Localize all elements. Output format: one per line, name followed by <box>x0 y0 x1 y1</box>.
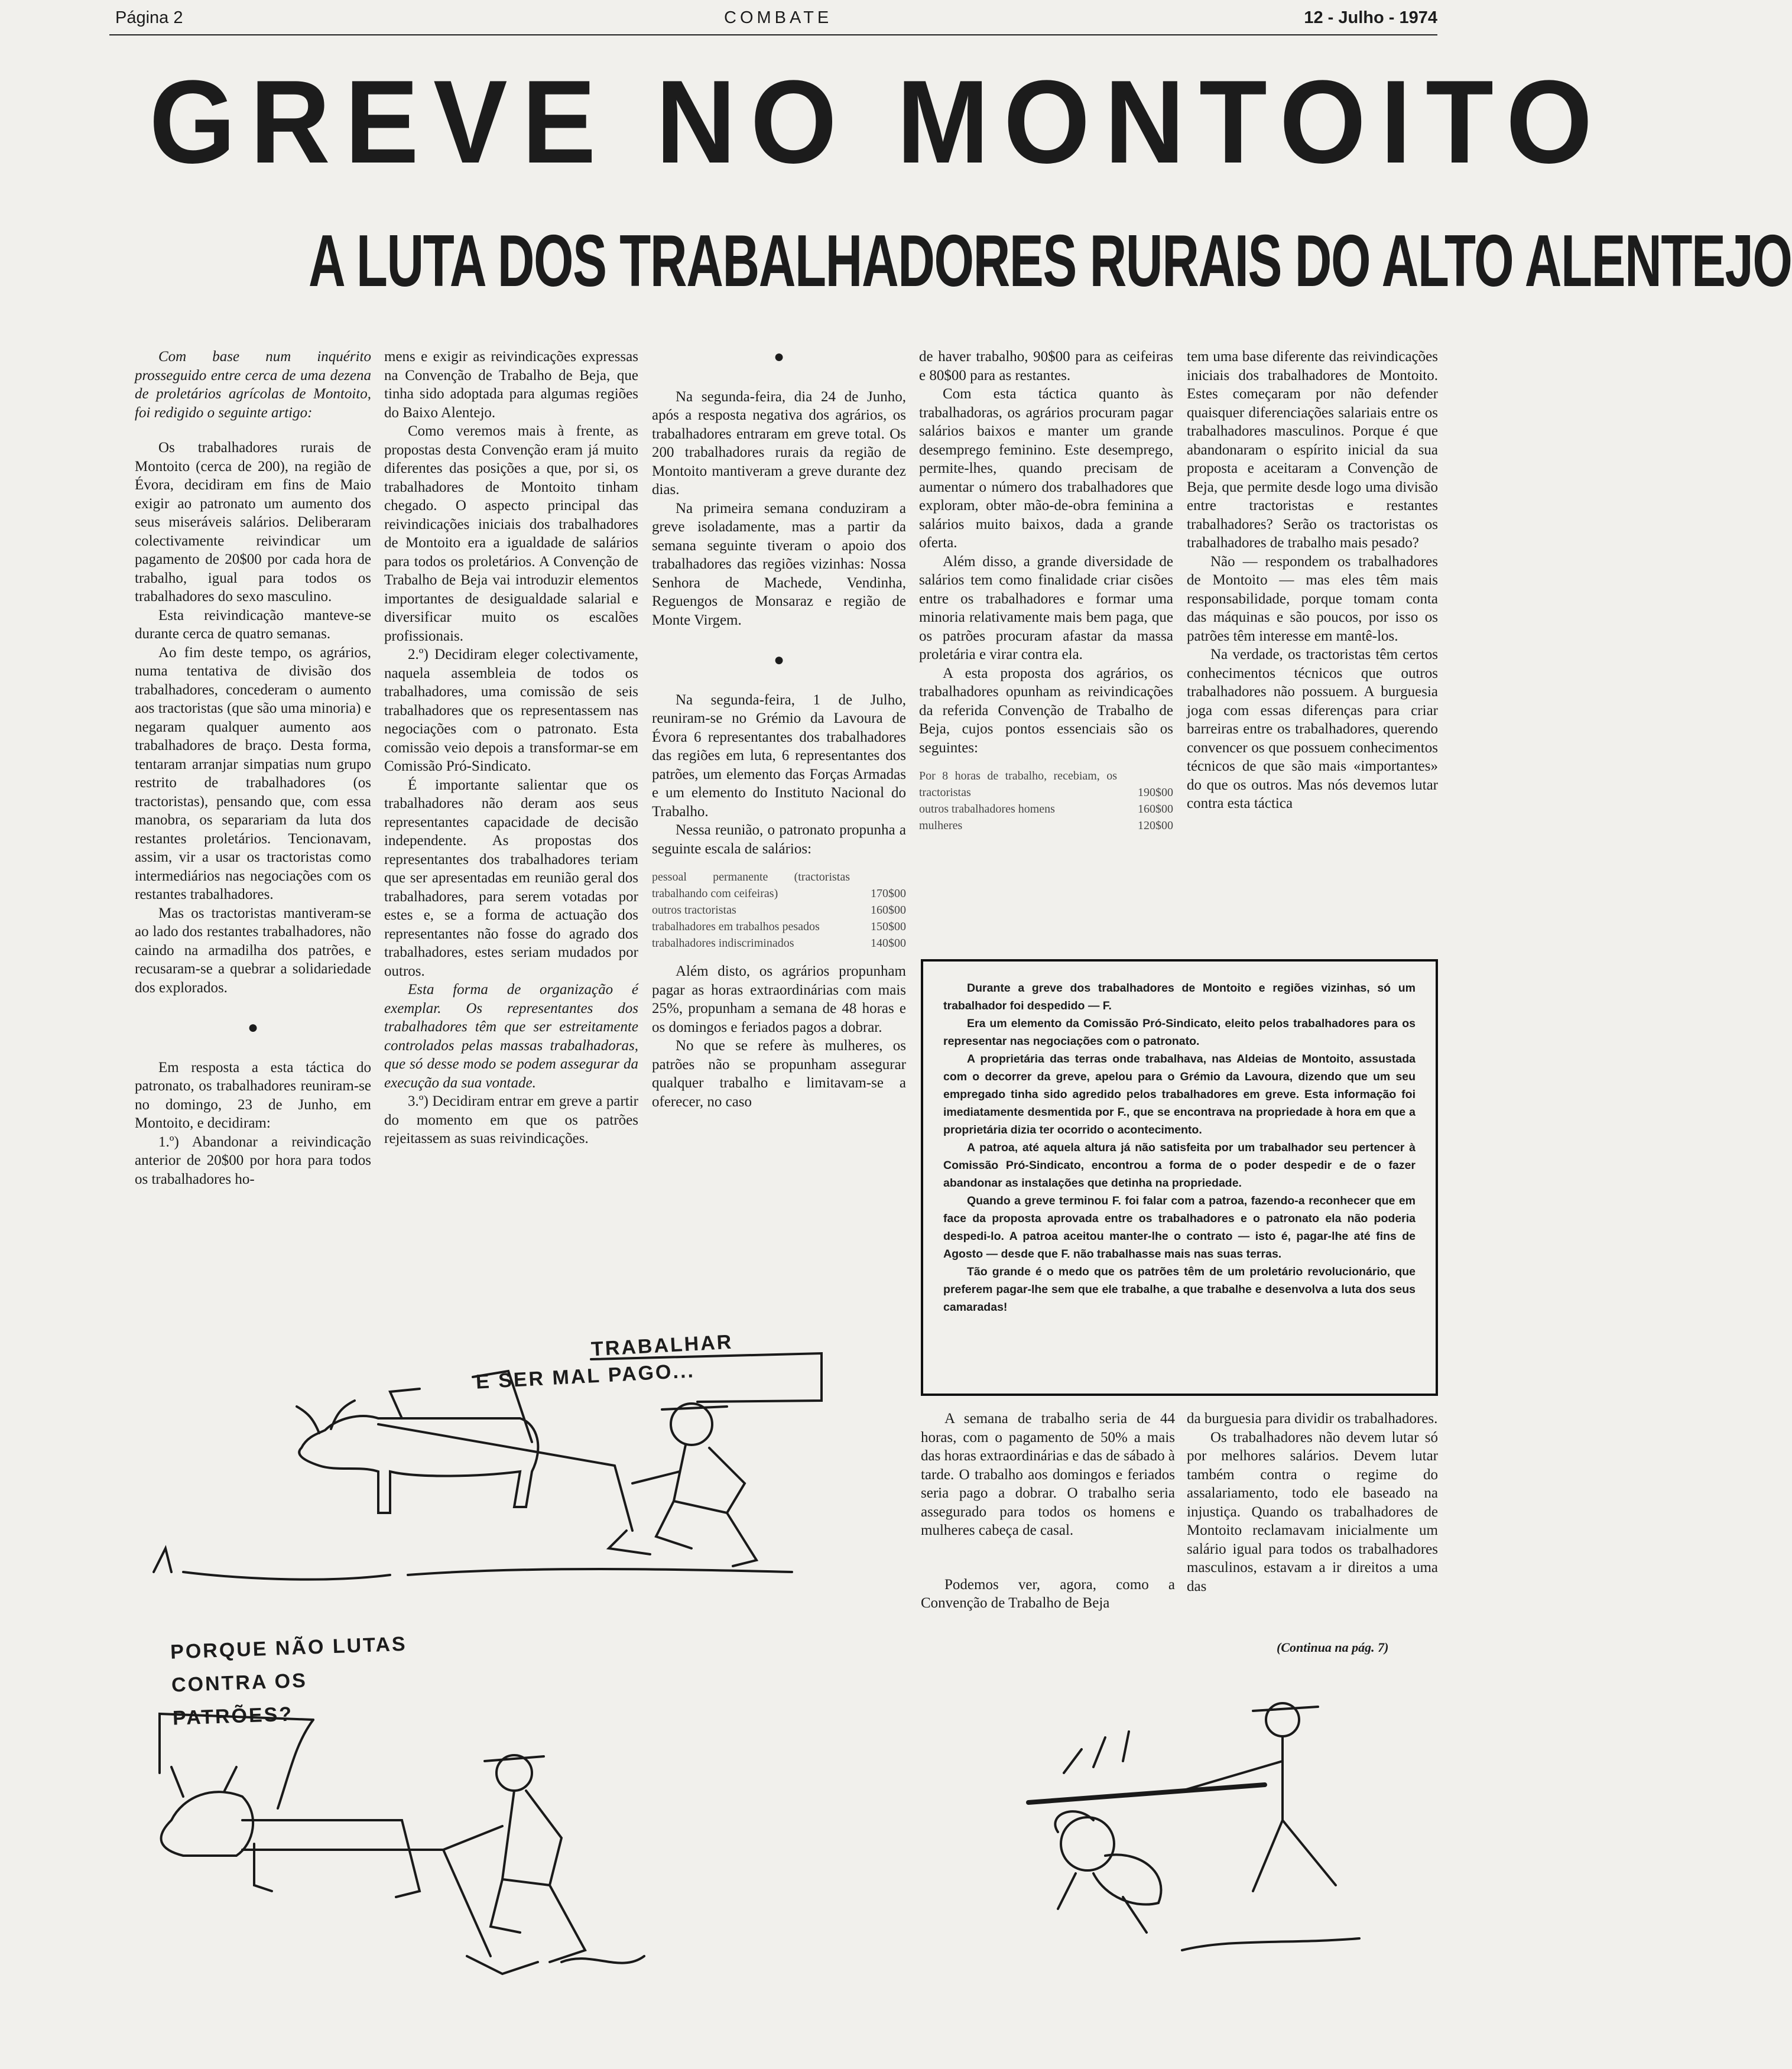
section-bullet <box>652 651 906 670</box>
box-paragraph: A proprietária das terras onde trabalhava, nas Aldeias de Montoito, assustada com o decorrer da greve, apelou para o Grémio da Lavoura, dizendo que um seu empregado tinha sido agredido pelos trabalhadores em greve. Esta informação foi imediatamente desmentida por F., que se encontrava na propriedade à hora em que a proprietária dizia ter ocorrido o acontecimento. <box>943 1053 1416 1136</box>
paragraph: Na primeira semana conduziram a greve isoladamente, mas a partir da semana seguinte tiveram o apoio dos trabalhadores das regiões vizinhas: Nossa Senhora de Machede, Vendinha, Reguengos de Monsaraz e região de Monte Virgem. <box>652 500 906 628</box>
paragraph: tem uma base diferente das reivindicações iniciais dos trabalhadores de Montoito. Estes começaram por não defender quaisquer diferenciações salariais entre os trabalhadores masculinos. Porque é que abandonaram o espírito inicial da sua proposta e aceitaram a Convenção de Beja, que permite desde logo uma divisão entre tractoristas e restantes trabalhadores? Serão os tractoristas os trabalhadores de trabalho mais pesado? <box>1187 349 1438 551</box>
paragraph: 2.º) Decidiram eleger colectivamente, naquela assembleia de todos os trabalhadores, uma comissão de seis trabalhadores que os representassem nas negociações com o patronato. Esta comissão veio depois a transformar-se em Comissão Pró-Sindicato. <box>384 647 638 774</box>
paragraph: 1.º) Abandonar a reivindicação anterior de 20$00 por hora para todos os trabalhadores ho- <box>135 1133 371 1187</box>
paragraph: Os trabalhadores não devem lutar só por melhores salários. Devem lutar também contra o regime do assalariamento, todo ele baseado na injustiça. Quando os trabalhadores de Montoito reclamavam inicialmente um salário igual para todos os trabalhadores masculinos, estavam a ir direitos a uma das <box>1187 1429 1438 1594</box>
paragraph: A esta proposta dos agrários, os trabalhadores opunham as reivindicações da referida Convenção de Trabalho de Beja, cujos pontos essenciais são os seguintes: <box>919 665 1173 756</box>
ox-question-cartoon <box>136 1702 668 2033</box>
paragraph: Além disso, a grande diversidade de salários tem como finalidade criar cisões entre os trabalhadores e formar uma minoria relativamente mais bem paga, que os patrões procuram afastar da massa proletária e virar contra ela. <box>919 553 1173 662</box>
box-paragraph: Quando a greve terminou F. foi falar com a patroa, fazendo-a reconhecer que em face da proposta aprovada entre os trabalhadores e o patronato ela não poderia despedi-lo. A patroa aceitou manter-lhe o contrato — isto é, pagar-lhe até fins de Agosto — desde que F. não trabalhasse mais nas suas terras. <box>943 1194 1416 1261</box>
box-paragraph: Durante a greve dos trabalhadores de Montoito e regiões vizinhas, só um trabalhador foi despedido — F. <box>943 982 1416 1012</box>
article-column-6 <box>921 1409 1175 1613</box>
newspaper-name: COMBATE <box>724 8 833 27</box>
paragraph: Os trabalhadores rurais de Montoito (cerca de 200), na região de Évora, decidiram em fins de Maio exigir ao patronato um aumento dos seus miseráveis salários. Deliberaram colectivamente reivindicar um pagamento de 20$00 por cada hora de trabalho, igual para todos os trabalhadores do sexo masculino. <box>135 440 371 605</box>
box-paragraph: A patroa, até aquela altura já não satisfeita por um trabalhador seu pertencer à Comissão Pró-Sindicato, encontrou a forma de o poder despedir e de o fazer abandonar as instalações que detinha na propriedade. <box>943 1141 1416 1190</box>
paragraph: Além disto, os agrários propunham pagar as horas extraordinárias com mais 25%, propunham a semana de 48 horas e os domingos e feriados pagos a dobrar. <box>652 963 906 1035</box>
section-bullet <box>135 1018 371 1037</box>
article-column-5 <box>1187 347 1438 813</box>
cartoon-caption-trabalhar: TRABALHAR <box>590 1330 734 1361</box>
page-number: Página 2 <box>115 8 183 27</box>
paragraph: Com esta táctica quanto às trabalhadoras, os agrários procuram pagar salários baixos e manter um grande desemprego feminino. Este desemprego, permite-lhes, quando precisam de aumentar o número dos trabalhadores que exploram, obter mão-de-obra feminina a salários muito baixos, dada a grande oferta. <box>919 386 1173 551</box>
paragraph: A semana de trabalho seria de 44 horas, com o pagamento de 50% a mais das horas extraordinárias e das de sábado à tarde. O trabalho aos domingos e feriados seria pago a dobrar. O trabalho seria assegurado para todos os homens e mulheres cabeça de casal. <box>921 1411 1175 1538</box>
table-row: outros tractoristas 160$00 <box>652 904 906 917</box>
paragraph: Esta reivindicação manteve-se durante cerca de quatro semanas. <box>135 607 371 642</box>
table-row: pessoal permanente (tractoristas trabalhando com ceifeiras) 170$00 <box>652 871 906 900</box>
paragraph: Nessa reunião, o patronato propunha a seguinte escala de salários: <box>652 822 906 857</box>
article-column-1 <box>135 347 371 1188</box>
article-column-7 <box>1187 1409 1438 1596</box>
sidebar-box-dismissal <box>921 959 1438 1396</box>
continuation-note: (Continua na pág. 7) <box>1277 1640 1389 1655</box>
subheadline: A LUTA DOS TRABALHADORES RURAIS DO ALTO ALENTEJO <box>309 220 1792 302</box>
paragraph: Podemos ver, agora, como a Convenção de Trabalho de Beja <box>921 1576 1175 1611</box>
paragraph-emphasis: Esta forma de organização é exemplar. Os representantes dos trabalhadores têm que ser estreitamente controlados pelas massas trabalhadoras, que só desse modo se podem assegurar da execução da sua vontade. <box>384 982 638 1091</box>
paragraph: É importante salientar que os trabalhadores não deram aos seus representantes capacidade de decisão independente. As propostas dos representantes dos trabalhadores teriam que ser apresentadas em reunião geral dos trabalhadores, para serem votadas por estes e, se a forma de actuação dos representantes não fosse do agrado dos trabalhadores, estes seriam mudados por outros. <box>384 777 638 979</box>
cartoon-caption-porque: PORQUE NÃO LUTAS CONTRA OS PATRÕES? <box>170 1632 408 1730</box>
issue-date: 12 - Julho - 1974 <box>1304 8 1437 27</box>
paragraph: No que se refere às mulheres, os patrões não se propunham assegurar qualquer trabalho e limitavam-se a oferecer, no caso <box>652 1038 906 1110</box>
table-row: mulheres 120$00 <box>919 819 1173 832</box>
table-row: trabalhadores em trabalhos pesados 150$00 <box>652 920 906 933</box>
paragraph: Ao fim deste tempo, os agrários, numa tentativa de divisão dos trabalhadores, concederam o aumento aos tractoristas (que são uma minoria) e negaram qualquer aumento aos trabalhadores de braço. Desta forma, tentaram arranjar simpatias num grupo restrito de trabalhadores (os tractoristas), pensando que, com essa manobra, os separariam da luta dos restantes proletários. Tencionavam, assim, vir a usar os tractoristas como intermediários nas negociações com os restantes trabalhadores. <box>135 644 371 902</box>
patronato-salary-table <box>652 869 906 951</box>
table-row: Por 8 horas de trabalho, recebiam, os tractoristas 190$00 <box>919 769 1173 799</box>
article-column-3 <box>652 347 906 1111</box>
paragraph: de haver trabalho, 90$00 para as ceifeiras e 80$00 para as restantes. <box>919 349 1173 384</box>
headline: GREVE NO MONTOITO <box>149 56 1607 188</box>
article-intro: Com base num inquérito prosseguido entre cerca de uma dezena de proletários agrícolas de Montoito, foi redigido o seguinte artigo: <box>135 349 371 421</box>
paragraph: Não — respondem os trabalhadores de Montoito — mas eles têm mais responsabilidade, porque tomam conta das máquinas e são poucos, por isso os patrões têm interesse em mantê-los. <box>1187 553 1438 644</box>
paragraph: Na verdade, os tractoristas têm certos conhecimentos técnicos que outros trabalhadores não possuem. A burguesia joga com essas diferenças para criar barreiras entre os trabalhadores, querendo convencer os que possuem conhecimentos técnicos de que são mais «importantes» do que os outros. Mas nós devemos lutar contra esta táctica <box>1187 647 1438 811</box>
box-paragraph: Tão grande é o medo que os patrões têm de um proletário revolucionário, que preferem pagar-lhe sem que ele trabalhe, a que trabalhe e desenvolva a luta dos seus camaradas! <box>943 1265 1416 1314</box>
beja-salary-table <box>919 768 1173 834</box>
paragraph: Em resposta a esta táctica do patronato, os trabalhadores reuniram-se no domingo, 23 de Junho, em Montoito, e decidiram: <box>135 1059 371 1131</box>
paragraph: mens e exigir as reivindicações expressas na Convenção de Trabalho de Beja, que tinha sido adoptada para algumas regiões do Baixo Alentejo. <box>384 349 638 421</box>
paragraph: Como veremos mais à frente, as propostas desta Convenção eram já muito diferentes das posições a que, por si, os trabalhadores de Montoito tinham chegado. O aspecto principal das reivindicações iniciais dos trabalhadores de Montoito era a igualdade de salários para todos os proletários. A Convenção de Trabalho de Beja vai introduzir elementos importantes de desigualdade salarial e diversificar muito os escalões profissionais. <box>384 423 638 644</box>
header-rule <box>109 34 1437 35</box>
box-paragraph: Era um elemento da Comissão Pró-Sindicato, eleito pelos trabalhadores para os representar nas negociações com o patronato. <box>943 1017 1416 1048</box>
paragraph: Na segunda-feira, dia 24 de Junho, após a resposta negativa dos agrários, os trabalhadores entraram em greve total. Os 200 trabalhadores rurais da região de Montoito mantiveram a greve durante dez dias. <box>652 388 906 498</box>
table-row: outros trabalhadores homens 160$00 <box>919 803 1173 816</box>
paragraph: 3.º) Decidiram entrar em greve a partir do momento em que os patrões rejeitassem as suas reivindicações. <box>384 1093 638 1146</box>
paragraph: da burguesia para dividir os trabalhadores. <box>1187 1411 1438 1427</box>
paragraph: Na segunda-feira, 1 de Julho, reuniram-se no Grémio da Lavoura de Évora 6 representantes dos trabalhadores das regiões em luta, 6 representantes dos patrões, um elemento das Forças Armadas e um elemento do Instituto Nacional do Trabalho. <box>652 691 906 820</box>
article-column-4 <box>919 347 1173 845</box>
table-row: trabalhadores indiscriminados 140$00 <box>652 937 906 950</box>
section-bullet <box>652 347 906 366</box>
paragraph: Mas os tractoristas mantiveram-se ao lado dos restantes trabalhadores, não caindo na armadilha dos patrões, e recusaram-se a quebrar a solidariedade dos explorados. <box>135 905 371 996</box>
worker-striking-boss-cartoon <box>1005 1696 1418 1980</box>
article-column-2 <box>384 347 638 1148</box>
ox-plowing-cartoon <box>142 1336 851 1619</box>
cartoon-caption-mal-pago: E SER MAL PAGO... <box>475 1359 696 1394</box>
